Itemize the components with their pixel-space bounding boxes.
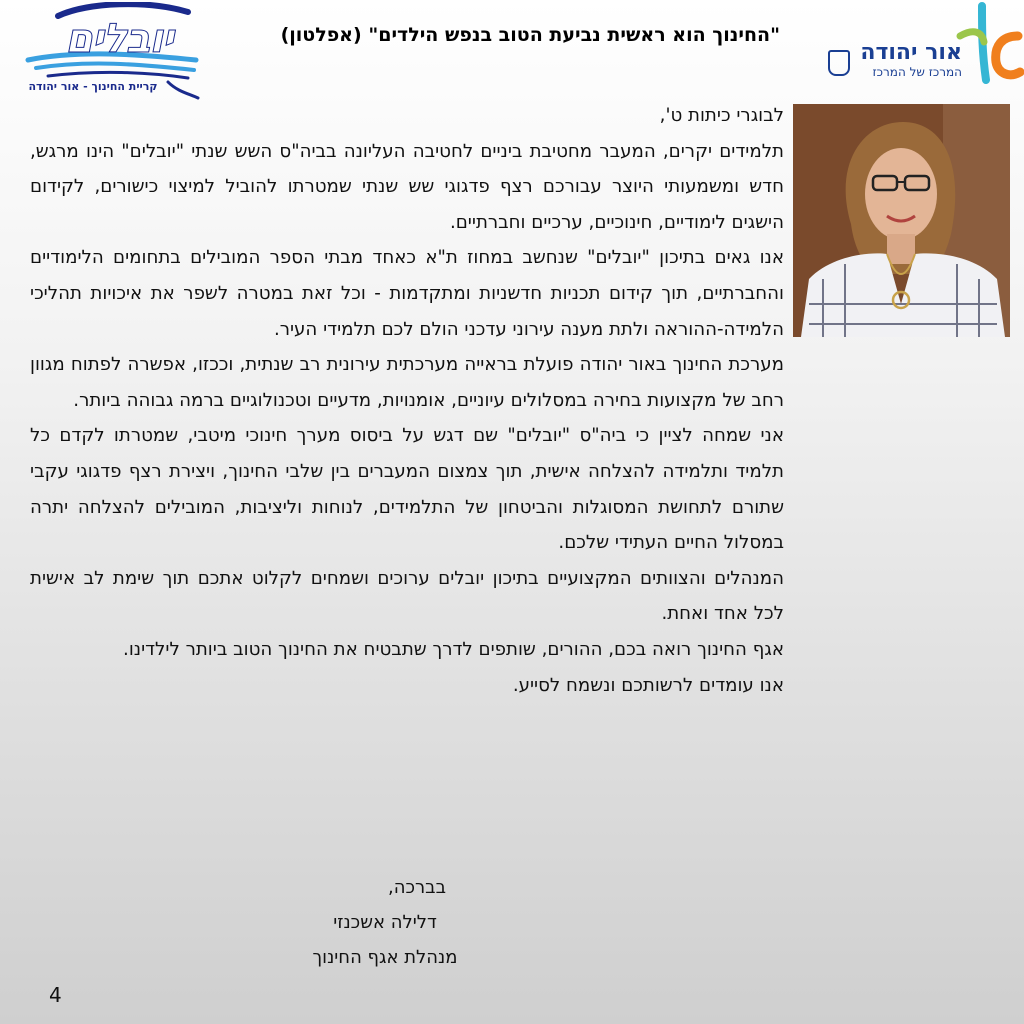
- yuvalim-logo-subtitle: קריית החינוך - אור יהודה: [28, 80, 158, 93]
- yuvalim-logo: [18, 2, 208, 102]
- or-yehuda-logo: [826, 0, 1024, 86]
- signature-name: דלילה אשכנזי: [333, 912, 437, 933]
- city-emblem-icon: [828, 50, 850, 76]
- letter-paragraph: המנהלים והצוותים המקצועיים בתיכון יובלים ערוכים ושמחים לקלוט אתכם תוך שימת לב אישית לכל אחד ואחת.: [30, 567, 784, 625]
- header-quote: "החינוך הוא ראשית נביעת הטוב בנפש הילדים" (אפלטון): [280, 24, 780, 46]
- signature-title: מנהלת אגף החינוך: [312, 947, 458, 968]
- or-yehuda-mark-icon: [952, 2, 1024, 84]
- or-yehuda-tagline: המרכז של המרכז: [872, 65, 962, 79]
- letter-paragraph: אנו עומדים לרשותכם ונשמח לסייע.: [512, 674, 784, 696]
- letter-greeting: לבוגרי כיתות ט',: [659, 105, 784, 126]
- letter-paragraph: אגף החינוך רואה בכם, ההורים, שותפים לדרך שתבטיח את החינוך הטוב ביותר לילדינו.: [123, 638, 784, 660]
- letter-body: [30, 98, 784, 703]
- or-yehuda-name: אור יהודה: [860, 40, 962, 65]
- page-number: 4: [49, 983, 62, 1007]
- letter-paragraph: מערכת החינוך באור יהודה פועלת בראייה מערכתית עירונית רב שנתית, וככזו, אפשרה לפתוח מגוון רחב של מקצועות בחירה במסלולים עיוניים, אומנויות, מדעיים וטכנולוגיים ברמה גבוהה ביותר.: [30, 354, 784, 411]
- letter-paragraph: תלמידים יקרים, המעבר מחטיבת ביניים לחטיבה העליונה בביה"ס השש שנתי "יובלים" הינו מרגש, חדש ומשמעותי היוצר עבורכם רצף פדגוגי שש שנתי שמטרתו להוביל למיצוי כישורים, לקידום הישגים לימודיים, חינוכיים, ערכיים וחברתיים.: [30, 140, 784, 233]
- signature-block: [270, 870, 500, 975]
- letter-paragraph: אנו גאים בתיכון "יובלים" שנחשב במחוז ת"א כאחד מבתי הספר המובילים בתחומים הלימודיים והחברתיים, תוך קידום תכניות חדשניות ומתקדמות - וכל זאת במטרה לשפר את איכויות תהליכי הלמידה-ההוראה ולתת מענה עירוני עדכני הולם לכם תלמידי העיר.: [30, 247, 784, 340]
- portrait-icon: [793, 104, 1010, 337]
- yuvalim-logo-word: יובלים: [65, 16, 173, 62]
- letter-paragraph: אני שמחה לציין כי ביה"ס "יובלים" שם דגש על ביסוס מערך חינוכי מיטבי, שמטרתו לקדם כל תלמיד ותלמידה להצלחה אישית, תוך צמצום המעברים בין שלבי החינוך, ויצירת רצף פדגוגי עקבי שתורם לתחושת המסוגלות והביטחון של התלמידים, לנוחות וליציבות, המובילים להצלחה יתרה במסלול החיים העתידי שלכם.: [30, 425, 784, 554]
- signature-closing: בברכה,: [388, 877, 446, 898]
- portrait-photo: [793, 104, 1010, 337]
